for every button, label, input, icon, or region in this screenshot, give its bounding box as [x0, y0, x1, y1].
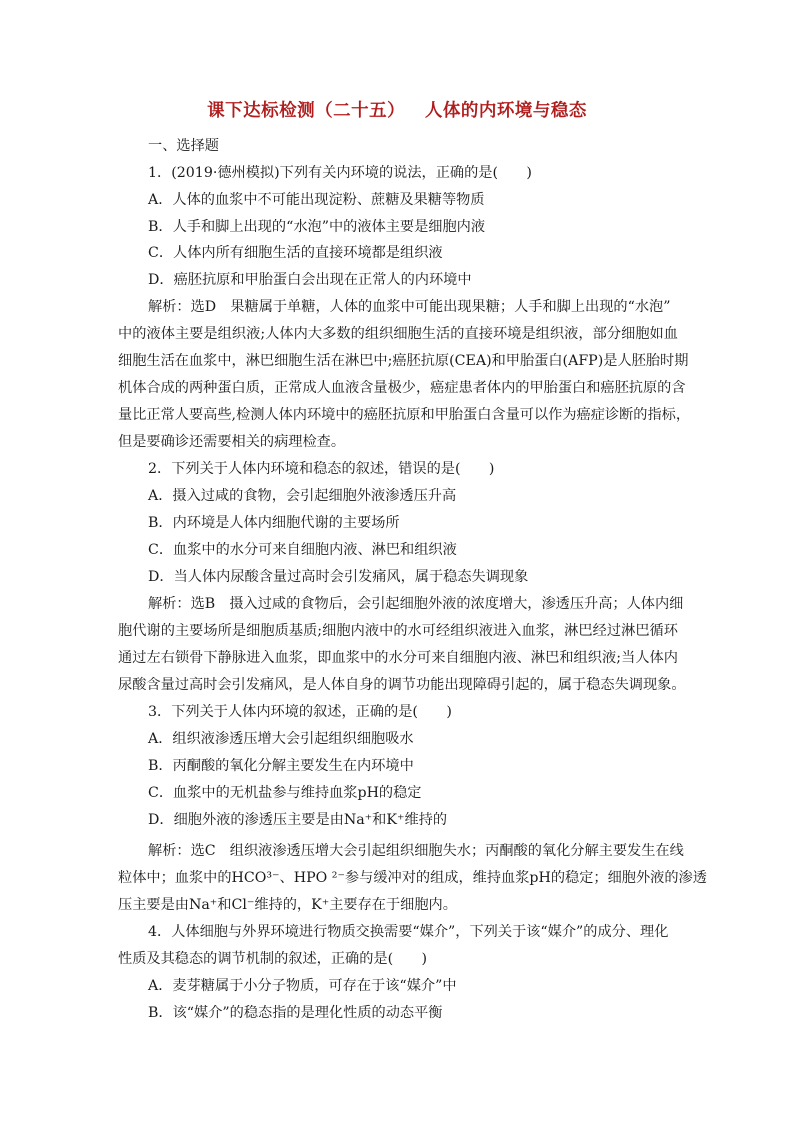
question-2-option-a: A．摄入过咸的食物，会引起细胞外液渗透压升高 — [148, 488, 457, 504]
question-1-analysis-line: 解析：选D 果糖属于单糖，人体的血浆中可能出现果糖；人手和脚上出现的“水泡” — [148, 299, 671, 315]
question-3-option-d: D．细胞外液的渗透压主要是由Na⁺和K⁺维持的 — [148, 812, 448, 828]
question-2-stem: 2．下列关于人体内环境和稳态的叙述，错误的是( ) — [148, 461, 495, 477]
question-4-option-a: A．麦芽糖属于小分子物质，可存在于该“媒介”中 — [148, 978, 457, 994]
question-1-option-a: A．人体的血浆中不可能出现淀粉、蔗糖及果糖等物质 — [148, 192, 485, 208]
question-1-analysis-line: 量比正常人要高些,检测人体内环境中的癌胚抗原和甲胎蛋白含量可以作为癌症诊断的指标， — [118, 407, 691, 423]
question-2-analysis-line: 通过左右锁骨下静脉进入血浆，即血浆中的水分可来自细胞内液、淋巴和组织液;当人体内 — [118, 650, 678, 666]
question-2-analysis-line: 解析：选B 摄入过咸的食物后，会引起细胞外液的浓度增大，渗透压升高；人体内细 — [148, 596, 684, 612]
question-2-option-d: D．当人体内尿酸含量过高时会引发痛风，属于稳态失调现象 — [148, 569, 529, 585]
question-2-option-c: C．血浆中的水分可来自细胞内液、淋巴和组织液 — [148, 542, 457, 558]
question-4-option-b: B．该“媒介”的稳态指的是理化性质的动态平衡 — [148, 1005, 443, 1021]
question-1-analysis-line: 中的液体主要是组织液;人体内大多数的组织细胞生活的直接环境是组织液，部分细胞如血 — [118, 326, 678, 342]
question-3-option-a: A．组织液渗透压增大会引起组织细胞吸水 — [148, 731, 414, 747]
question-4-stem-cont: 性质及其稳态的调节机制的叙述，正确的是( ) — [118, 951, 428, 967]
question-3-option-c: C．血浆中的无机盐参与维持血浆pH的稳定 — [148, 785, 422, 801]
question-2-option-b: B．内环境是人体内细胞代谢的主要场所 — [148, 515, 400, 531]
question-2-analysis-line: 胞代谢的主要场所是细胞质基质;细胞内液中的水可经组织液进入血浆，淋巴经过淋巴循环 — [118, 623, 678, 639]
question-3-analysis-line: 压主要是由Na⁺和Cl⁻维持的，K⁺主要存在于细胞内。 — [118, 897, 457, 913]
question-3-option-b: B．丙酮酸的氧化分解主要发生在内环境中 — [148, 758, 414, 774]
section-heading: 一、选择题 — [148, 138, 219, 154]
question-1-analysis-line: 机体合成的两种蛋白质，正常成人血液含量极少，癌症患者体内的甲胎蛋白和癌胚抗原的含 — [118, 380, 686, 396]
question-1-option-b: B．人手和脚上出现的“水泡”中的液体主要是细胞内液 — [148, 219, 486, 235]
question-1-stem: 1．(2019·德州模拟)下列有关内环境的说法，正确的是( ) — [148, 165, 532, 181]
question-1-analysis-line: 细胞生活在血浆中，淋巴细胞生活在淋巴中;癌胚抗原(CEA)和甲胎蛋白(AFP)是人胚胎时期 — [118, 353, 689, 369]
question-1-option-d: D．癌胚抗原和甲胎蛋白会出现在正常人的内环境中 — [148, 272, 472, 288]
question-1-analysis-line: 但是要确诊还需要相关的病理检查。 — [118, 434, 346, 450]
question-3-stem: 3．下列关于人体内环境的叙述，正确的是( ) — [148, 704, 452, 720]
question-3-analysis-line: 粒体中；血浆中的HCO³⁻、HPO ²⁻参与缓冲对的组成，维持血浆pH的稳定；细胞外液的渗透 — [118, 870, 707, 886]
question-3-analysis-line: 解析：选C 组织液渗透压增大会引起组织细胞失水；丙酮酸的氧化分解主要发生在线 — [148, 843, 684, 859]
question-2-analysis-line: 尿酸含量过高时会引发痛风，是人体自身的调节功能出现障碍引起的，属于稳态失调现象。 — [118, 677, 686, 693]
page-title: 课下达标检测（二十五） 人体的内环境与稳态 — [207, 101, 587, 121]
question-4-stem: 4．人体细胞与外界环境进行物质交换需要“媒介”，下列关于该“媒介”的成分、理化 — [148, 924, 669, 940]
question-1-option-c: C．人体内所有细胞生活的直接环境都是组织液 — [148, 245, 443, 261]
